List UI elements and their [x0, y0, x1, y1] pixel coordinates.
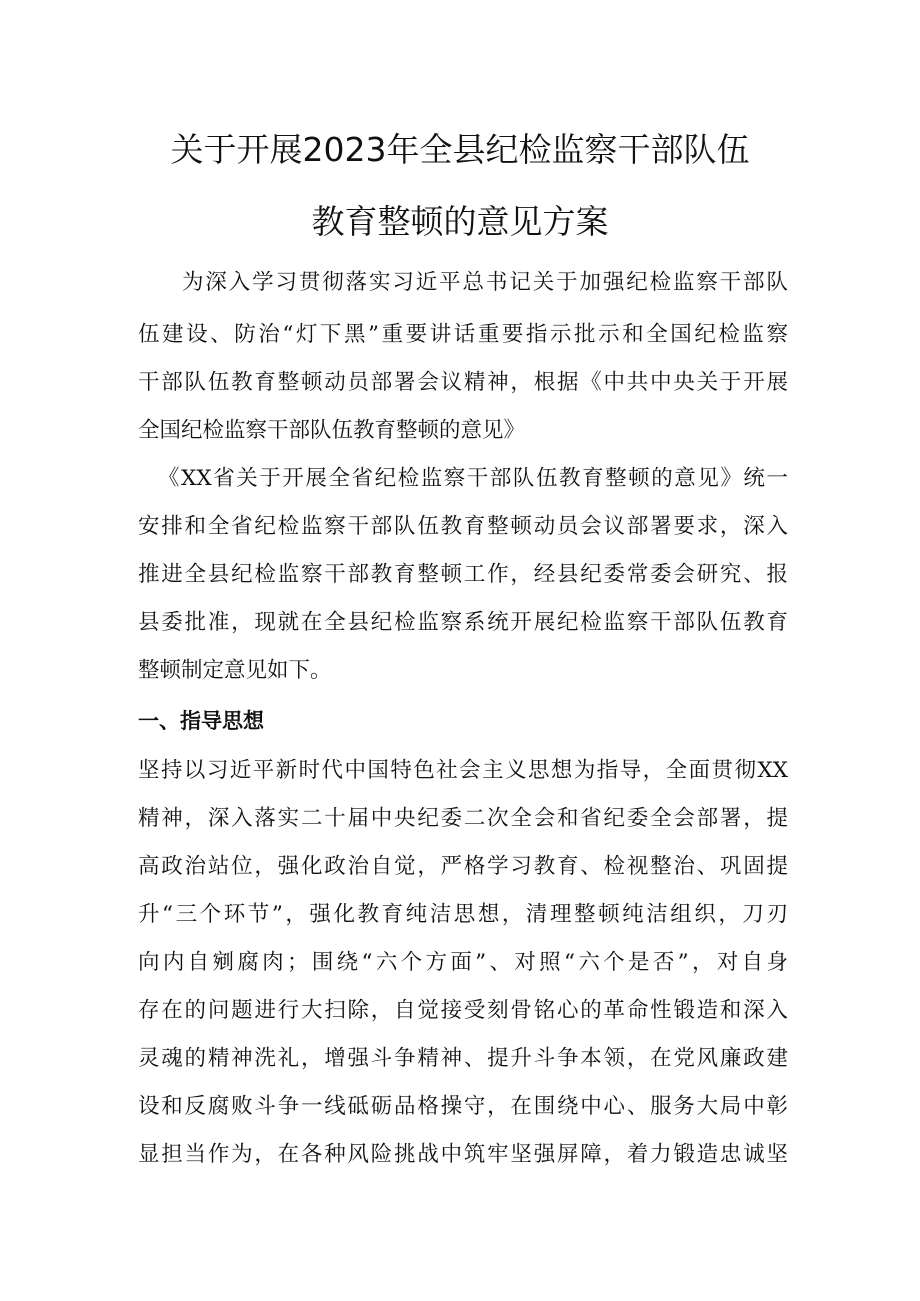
section-1-line: 设和反腐败斗争一线砥砺品格操守，在围绕中心、服务大局中彰: [138, 1094, 788, 1119]
intro-paragraph-line: 全国纪检监察干部队伍教育整顿的意见》: [138, 418, 526, 443]
section-1-line: 显担当作为，在各种风险挑战中筑牢坚强屏障，着力锻造忠诚坚: [138, 1142, 788, 1167]
intro-paragraph-line: 伍建设、防治“灯下黑”重要讲话重要指示批示和全国纪检监察: [138, 322, 788, 347]
section-heading-guiding-ideology: 一、指导思想: [138, 709, 264, 733]
paragraph-2-line: 安排和全省纪检监察干部队伍教育整顿动员会议部署要求，深入: [138, 514, 788, 539]
section-1-line: 精神，深入落实二十届中央纪委二次全会和省纪委全会部署，提: [138, 806, 788, 831]
intro-paragraph-line: 干部队伍教育整顿动员部署会议精神，根据《中共中央关于开展: [138, 370, 788, 395]
paragraph-2-line: 《XX省关于开展全省纪检监察干部队伍教育整顿的意见》统一: [158, 466, 788, 491]
paragraph-2-line: 整顿制定意见如下。: [138, 658, 332, 683]
document-title-line-1: 关于开展2023年全县纪检监察干部队伍: [170, 130, 750, 169]
section-1-line: 升“三个环节”，强化教育纯洁思想，清理整顿纯洁组织，刀刃: [138, 902, 788, 927]
intro-paragraph-line: 为深入学习贯彻落实习近平总书记关于加强纪检监察干部队: [182, 270, 788, 295]
section-1-line: 灵魂的精神洗礼，增强斗争精神、提升斗争本领，在党风廉政建: [138, 1046, 788, 1071]
document-title-line-2: 教育整顿的意见方案: [311, 202, 609, 241]
section-1-line: 向内自剜腐肉；围绕“六个方面”、对照“六个是否”，对自身: [138, 950, 788, 975]
paragraph-2-line: 县委批准，现就在全县纪检监察系统开展纪检监察干部队伍教育: [138, 610, 788, 635]
paragraph-2-line: 推进全县纪检监察干部教育整顿工作，经县纪委常委会研究、报: [138, 562, 788, 587]
section-1-line: 高政治站位，强化政治自觉，严格学习教育、检视整治、巩固提: [138, 854, 788, 879]
section-1-line: 坚持以习近平新时代中国特色社会主义思想为指导，全面贯彻XX: [138, 758, 788, 783]
section-1-line: 存在的问题进行大扫除，自觉接受刻骨铭心的革命性锻造和深入: [138, 998, 788, 1023]
